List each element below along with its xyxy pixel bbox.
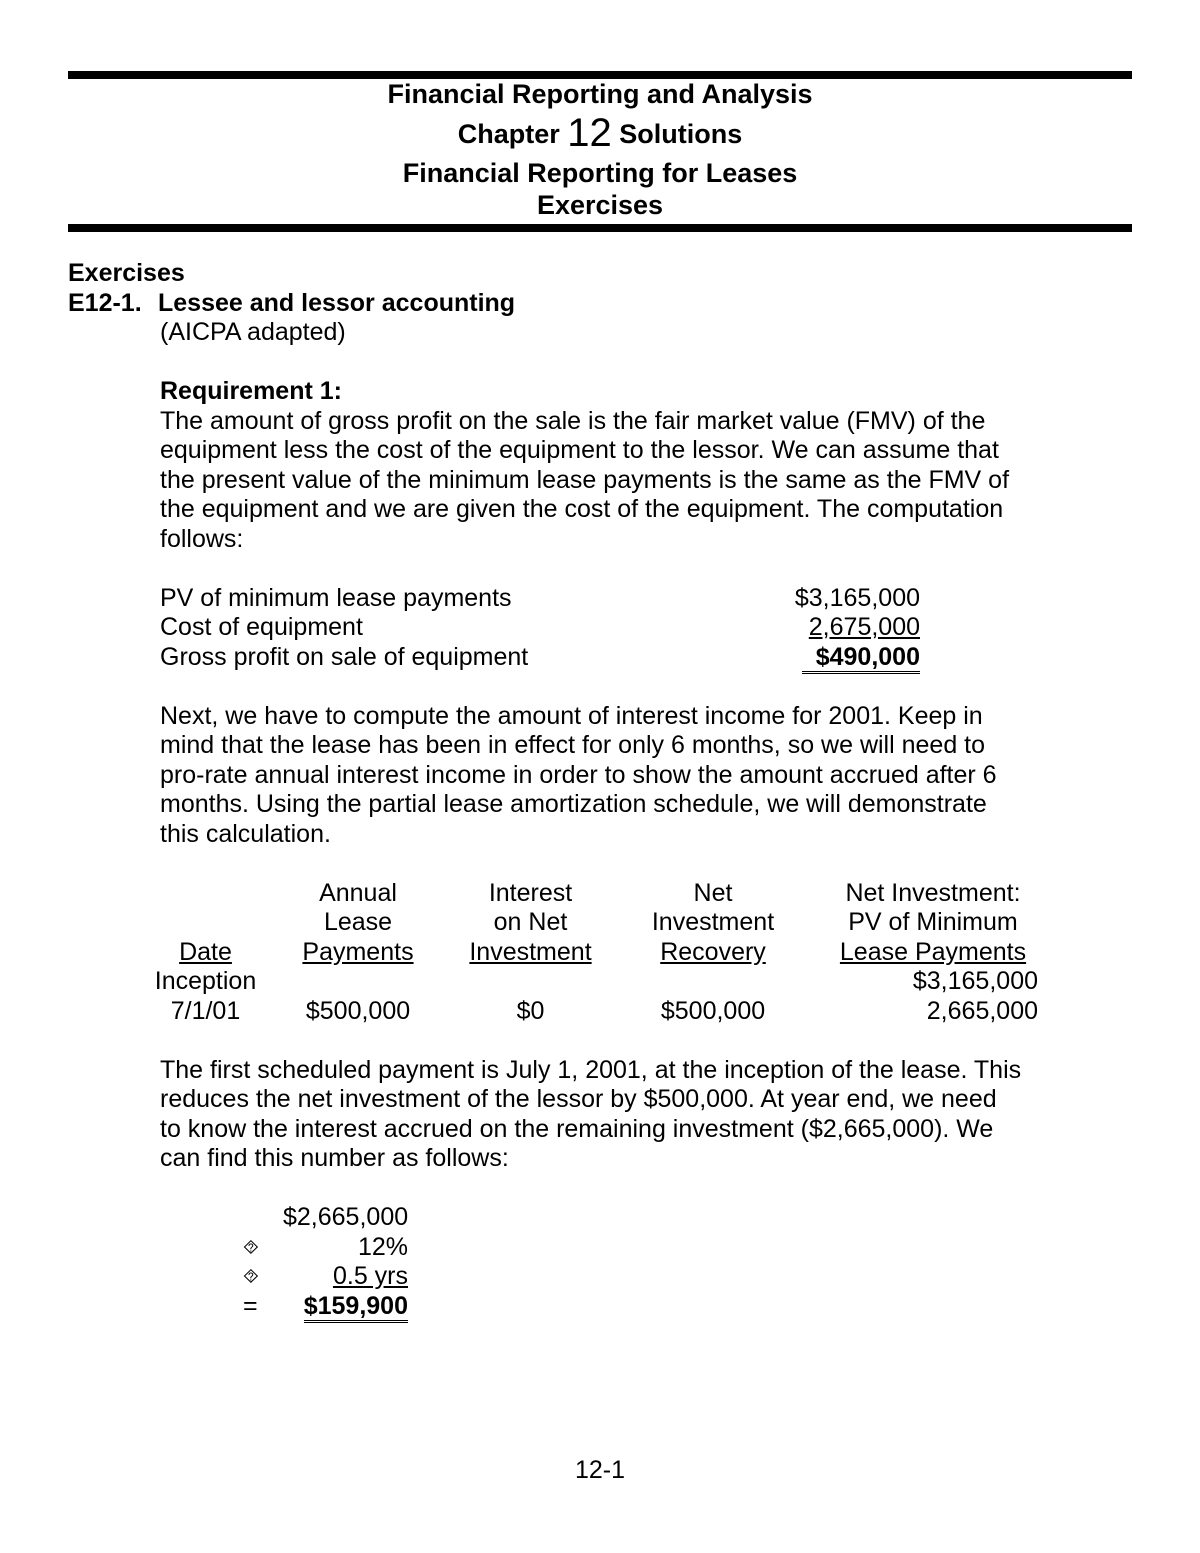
- chapter-title: Financial Reporting for Leases: [402, 158, 798, 188]
- summary-label: Cost of equipment: [160, 613, 363, 641]
- page-number: 12-1: [574, 1456, 626, 1484]
- schedule-header-row: [138, 879, 1058, 909]
- schedule-header-cell: [138, 908, 273, 938]
- chapter-line: [68, 110, 1132, 157]
- schedule-cell: $500,000: [305, 996, 411, 1025]
- exercise-source: (AICPA adapted): [160, 318, 346, 346]
- summary-label: PV of minimum lease payments: [160, 583, 512, 612]
- text-line: follows:: [160, 524, 244, 553]
- schedule-cell: [618, 967, 808, 997]
- calc-row: [243, 1292, 1132, 1322]
- schedule-cell: 2,665,000: [926, 996, 1038, 1025]
- section-heading: Exercises: [68, 259, 185, 287]
- text-line: this calculation.: [160, 819, 331, 848]
- summary-amount: $3,165,000: [794, 583, 920, 612]
- amortization-schedule: [138, 879, 1058, 1027]
- paragraph-3: [160, 1056, 1132, 1174]
- schedule-header-cell: Lease: [323, 908, 393, 936]
- summary-label: Gross profit on sale of equipment: [160, 642, 529, 671]
- schedule-header-cell: Net: [693, 878, 733, 907]
- text-line: Next, we have to compute the amount of interest income for 2001. Keep in: [160, 701, 983, 730]
- chapter-subtitle: Exercises: [536, 190, 664, 220]
- schedule-header-cell: Date: [179, 937, 232, 966]
- calc-value: 0.5 yrs: [332, 1262, 408, 1290]
- text-line: can find this number as follows:: [160, 1144, 509, 1172]
- page-content: [68, 259, 1132, 1321]
- text-line: mind that the lease has been in effect for only 6 months, so we will need to: [160, 731, 986, 759]
- gross-profit-summary: [160, 584, 1132, 673]
- schedule-cell: [273, 967, 443, 997]
- paragraph-1: [160, 407, 1132, 555]
- text-line: the present value of the minimum lease payments is the same as the FMV of: [160, 465, 1010, 494]
- text-line: months. Using the partial lease amortization schedule, we will demonstrate: [160, 790, 987, 818]
- text-line: The first scheduled payment is July 1, 2001, at the inception of the lease. This: [160, 1055, 1022, 1084]
- text-line: to know the interest accrued on the remaining investment ($2,665,000). We: [160, 1114, 994, 1143]
- summary-row: [160, 584, 1132, 614]
- text-line: the equipment and we are given the cost of the equipment. The computation: [160, 495, 1004, 523]
- calc-row: [243, 1262, 1132, 1292]
- calc-value: 12%: [357, 1232, 408, 1261]
- schedule-cell: $3,165,000: [912, 967, 1038, 995]
- summary-amount: 2,675,000: [808, 613, 920, 641]
- schedule-header-cell: Investment: [469, 937, 592, 966]
- schedule-header-cell: Investment: [651, 908, 775, 936]
- chapter-word: Chapter: [457, 119, 560, 149]
- schedule-header-cell: [138, 879, 273, 909]
- summary-row: [160, 613, 1132, 643]
- book-title: Financial Reporting and Analysis: [387, 79, 813, 109]
- schedule-cell: $0: [516, 996, 545, 1025]
- exercise-name: Lessee and lessor accounting: [158, 288, 516, 317]
- calc-result: $159,900: [304, 1292, 408, 1323]
- text-line: equipment less the cost of the equipment to the lessor. We can assume that: [160, 436, 999, 464]
- schedule-cell: 7/1/01: [170, 996, 241, 1025]
- schedule-header-cell: on Net: [493, 908, 568, 936]
- schedule-header-cell: Recovery: [660, 937, 766, 966]
- summary-total: $490,000: [802, 643, 920, 674]
- multiply-symbol-icon: ⯑: [243, 1264, 259, 1288]
- schedule-header-cell: PV of Minimum: [848, 908, 1018, 936]
- schedule-header-cell: Annual: [319, 878, 397, 907]
- exercise-number: E12-1.: [68, 288, 142, 317]
- multiply-symbol-icon: ⯑: [243, 1234, 259, 1259]
- calc-operator: =: [243, 1291, 258, 1320]
- schedule-header-cell: Lease Payments: [839, 937, 1027, 966]
- calc-operator: [243, 1203, 283, 1233]
- schedule-cell: [443, 967, 618, 997]
- text-line: pro-rate annual interest income in order to show the amount accrued after 6: [160, 760, 997, 789]
- summary-row: [160, 643, 1132, 673]
- page-header: [68, 78, 1132, 221]
- requirement-label: Requirement 1:: [160, 377, 342, 405]
- calc-row: [243, 1233, 1132, 1263]
- schedule-header-row: [138, 938, 1058, 968]
- schedule-header-cell: Interest: [488, 878, 573, 907]
- text-line: The amount of gross profit on the sale is the fair market value (FMV) of the: [160, 406, 986, 435]
- schedule-header-cell: Payments: [302, 937, 414, 966]
- text-line: reduces the net investment of the lessor by $500,000. At year end, we need: [160, 1085, 997, 1113]
- interest-calculation: [243, 1203, 1132, 1321]
- schedule-header-row: [138, 908, 1058, 938]
- paragraph-2: [160, 702, 1132, 850]
- chapter-suffix: Solutions: [619, 119, 743, 149]
- table-row: [138, 997, 1058, 1027]
- chapter-number: 12: [567, 111, 612, 155]
- exercise-title: [68, 289, 1132, 319]
- schedule-cell: Inception: [154, 967, 257, 995]
- schedule-header-cell: Net Investment:: [845, 878, 1021, 907]
- header-bottom-rule: [68, 224, 1132, 232]
- table-row: [138, 967, 1058, 997]
- calc-value: $2,665,000: [283, 1203, 409, 1231]
- calc-row: [243, 1203, 1132, 1233]
- schedule-cell: $500,000: [660, 996, 766, 1025]
